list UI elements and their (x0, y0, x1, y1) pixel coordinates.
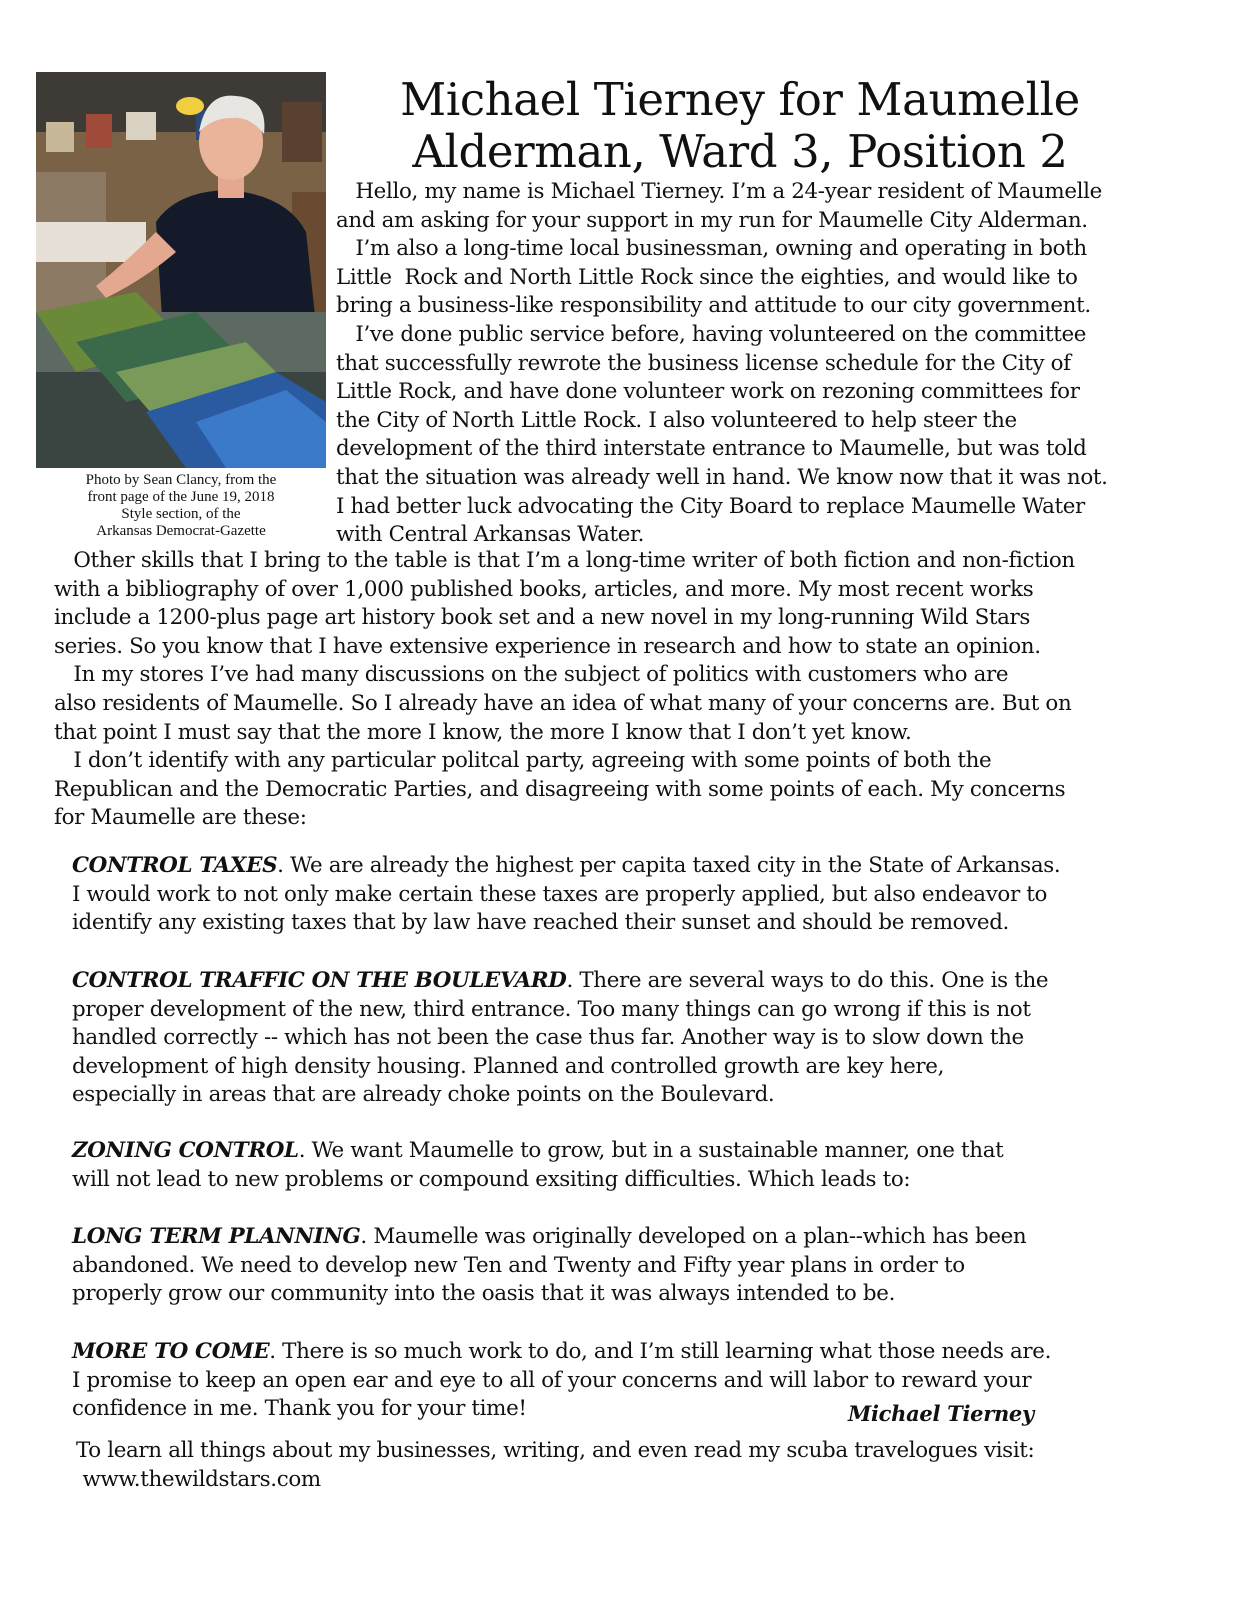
section-line: handled correctly -- which has not been the case thus far. Another way is to slow down the (72, 1025, 1024, 1051)
section-line: properly grow our community into the oasis that it was always intended to be. (72, 1281, 896, 1307)
body-line: include a 1200-plus page art history book set and a new novel in my long-running Wild Stars (54, 605, 1031, 631)
section-first-line (72, 1137, 1003, 1166)
section-zoning-control (72, 1137, 1003, 1194)
footer (76, 1437, 1034, 1494)
section-line: development of high density housing. Planned and controlled growth are key here, (72, 1053, 945, 1079)
section-text: . We want Maumelle to grow, but in a sustainable manner, one that (298, 1138, 1004, 1163)
section-line: proper development of the new, third entrance. Too many things can go wrong if this is not (72, 996, 1031, 1022)
body-line: for Maumelle are these: (54, 805, 307, 831)
photo-caption-line: Arkansas Democrat-Gazette (96, 523, 266, 539)
intro-text (336, 178, 1108, 550)
website-link[interactable]: www.thewildstars.com (76, 1466, 321, 1492)
section-line: abandoned. We need to develop new Ten and Twenty and Fifty year plans in order to (72, 1252, 965, 1278)
intro-line: bring a business-like responsibility and attitude to our city government. (336, 293, 1091, 319)
section-text: . Maumelle was originally developed on a plan--which has been (360, 1224, 1027, 1249)
body-line: In my stores I’ve had many discussions on the subject of politics with customers who are (54, 662, 1009, 688)
footer-text: To learn all things about my businesses, writing, and even read my scuba travelogues visit: (76, 1438, 1035, 1463)
section-heading: MORE TO COME (72, 1339, 270, 1364)
section-control-traffic (72, 967, 1048, 1110)
intro-line: and am asking for your support in my run for Maumelle City Alderman. (336, 207, 1088, 233)
body-line: that point I must say that the more I know, the more I know that I don’t yet know. (54, 719, 912, 745)
candidate-photo-illustration (36, 72, 326, 468)
section-line: especially in areas that are already choke points on the Boulevard. (72, 1082, 775, 1108)
section-text: . There are several ways to do this. One is the (566, 968, 1049, 993)
section-long-term-planning (72, 1223, 1026, 1309)
intro-line: that successfully rewrote the business license schedule for the City of (336, 350, 1071, 376)
section-control-taxes (72, 852, 1060, 938)
section-line: confidence in me. Thank you for your time! (72, 1396, 527, 1422)
section-text: . We are already the highest per capita taxed city in the State of Arkansas. (277, 853, 1061, 878)
section-heading: CONTROL TAXES (72, 853, 278, 878)
intro-line: I had better luck advocating the City Board to replace Maumelle Water (336, 493, 1085, 519)
section-line: will not lead to new problems or compound exsiting difficulties. Which leads to: (72, 1166, 911, 1192)
section-line: I would work to not only make certain these taxes are properly applied, but also endeavor to (72, 881, 1048, 907)
intro-line: Little Rock, and have done volunteer work on rezoning committees for (336, 379, 1080, 405)
page-title (330, 74, 1150, 178)
section-line: identify any existing taxes that by law have reached their sunset and should be removed. (72, 910, 1009, 936)
intro-line: with Central Arkansas Water. (336, 522, 645, 548)
intro-line: that the situation was already well in hand. We know now that it was not. (336, 464, 1108, 490)
intro-line: I’m also a long-time local businessman, owning and operating in both (336, 236, 1087, 262)
photo-caption-line: Photo by Sean Clancy, from the (85, 472, 277, 488)
section-heading: ZONING CONTROL (72, 1138, 299, 1163)
intro-line: Hello, my name is Michael Tierney. I’m a 24-year resident of Maumelle (336, 179, 1102, 204)
photo-caption (36, 472, 326, 540)
body-line: series. So you know that I have extensive experience in research and how to state an opinion. (54, 633, 1041, 659)
intro-line: Little Rock and North Little Rock since the eighties, and would like to (336, 264, 1078, 290)
section-text: . There is so much work to do, and I’m still learning what those needs are. (269, 1339, 1052, 1364)
signature: Michael Tierney (848, 1401, 1034, 1426)
section-line: I promise to keep an open ear and eye to all of your concerns and will labor to reward your (72, 1367, 1032, 1393)
body-line: Other skills that I bring to the table is that I’m a long-time writer of both fiction and non-fiction (54, 548, 1075, 573)
page-title-line: Alderman, Ward 3, Position 2 (412, 125, 1068, 178)
body-text (54, 547, 1075, 833)
photo-caption-line: front page of the June 19, 2018 (87, 489, 275, 505)
body-line: also residents of Maumelle. So I already have an idea of what many of your concerns are. But on (54, 690, 1072, 716)
intro-line: the City of North Little Rock. I also volunteered to help steer the (336, 407, 1017, 433)
section-first-line (72, 852, 1060, 881)
candidate-photo (36, 72, 326, 468)
section-first-line (72, 1223, 1026, 1252)
intro-line: development of the third interstate entrance to Maumelle, but was told (336, 436, 1087, 462)
section-heading: CONTROL TRAFFIC ON THE BOULEVARD (72, 968, 567, 993)
photo-caption-line: Style section, of the (121, 506, 241, 522)
body-line: Republican and the Democratic Parties, and disagreeing with some points of each. My concerns (54, 776, 1066, 802)
section-first-line (72, 1338, 1051, 1367)
body-line: with a bibliography of over 1,000 published books, articles, and more. My most recent works (54, 576, 1034, 602)
section-first-line (72, 967, 1048, 996)
section-heading: LONG TERM PLANNING (72, 1224, 361, 1249)
intro-line: I’ve done public service before, having volunteered on the committee (336, 321, 1087, 347)
page-title-line: Michael Tierney for Maumelle (400, 73, 1080, 126)
body-line: I don’t identify with any particular politcal party, agreeing with some points of both the (54, 748, 992, 774)
